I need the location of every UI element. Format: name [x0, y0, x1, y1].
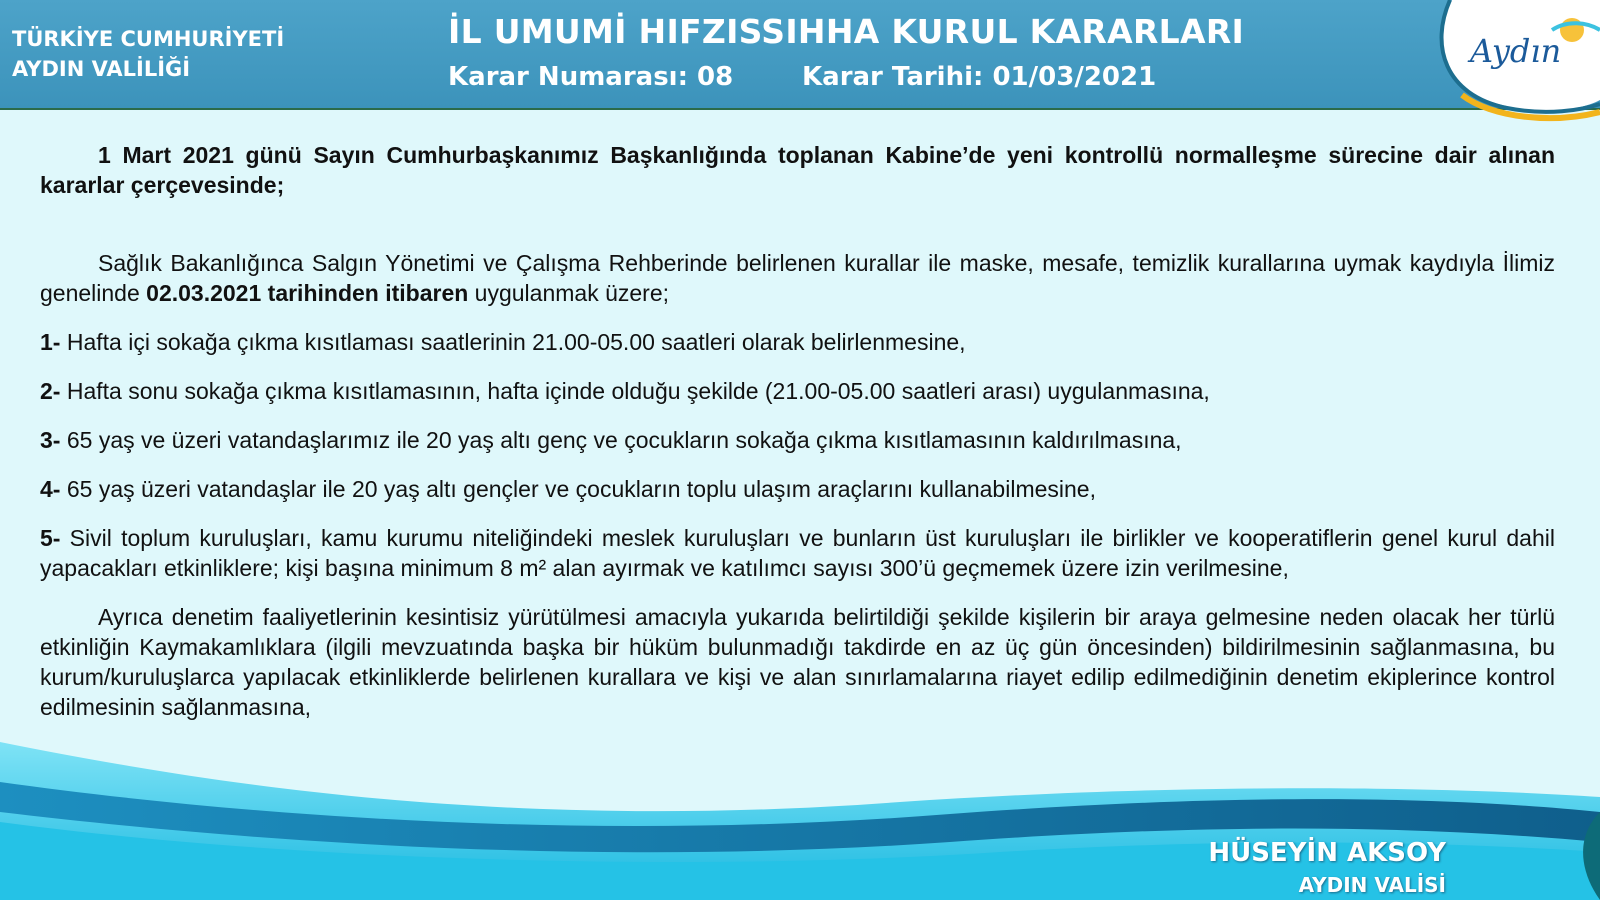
decision-number: Karar Numarası: 08: [448, 62, 734, 92]
item-text: Hafta sonu sokağa çıkma kısıtlamasının, hafta içinde olduğu şekilde (21.00-05.00 saatleri arası) uygulanmasına,: [60, 378, 1210, 404]
org-line-1: TÜRKİYE CUMHURİYETİ: [12, 27, 285, 51]
page-title: İL UMUMİ HIFZISSIHHA KURUL KARARLARI: [448, 12, 1245, 51]
list-item: [40, 425, 1555, 455]
aydin-logo: [1422, 0, 1600, 128]
item-number: 3-: [40, 427, 61, 453]
organization-name: [12, 24, 284, 84]
effective-date: 02.03.2021 tarihinden itibaren: [146, 280, 469, 306]
signatory-name: HÜSEYİN AKSOY: [1208, 838, 1446, 868]
closing-paragraph: Ayrıca denetim faaliyetlerinin kesintisiz yürütülmesi amacıyla yukarıda belirtildiği şekilde kişilerin bir araya gelmesine neden olacak her türlü etkinliğin Kaymakamlıklara (ilgili mevzuatında başka bir hüküm bulunmadığı takdirde en az üç gün öncesinden) bildirilmesinin sağlanmasına, bu kurum/kuruluşlarca yapılacak etkinliklerde belirlenen kurallara ve kişi ve alan sınırlamalarına riayet edilip edilmediğinin denetim ekiplerince kontrol edilmesinin sağlanmasına,: [40, 604, 1555, 720]
item-text: Hafta içi sokağa çıkma kısıtlaması saatlerinin 21.00-05.00 saatleri olarak belirlenmesine,: [60, 329, 966, 355]
logo-text: Aydın: [1470, 32, 1562, 70]
decision-date: Karar Tarihi: 01/03/2021: [802, 62, 1157, 92]
list-item: [40, 376, 1555, 406]
item-number: 1-: [40, 329, 61, 355]
decision-body: [40, 140, 1555, 741]
header-banner: [0, 0, 1600, 110]
paragraph-rules: [40, 248, 1555, 308]
item-text: Sivil toplum kuruluşları, kamu kurumu niteliğindeki meslek kuruluşları ve bunların üst kuruluşları ile birlikler ve kooperatiflerin genel kurul dahil yapacakları etkinliklere; kişi başına minimum 8 m² alan ayırmak ve katılımcı sayısı 300’ü geçmemek üzere izin verilmesine,: [40, 525, 1555, 581]
list-item: [40, 327, 1555, 357]
list-item: [40, 523, 1555, 583]
signatory-role: AYDIN VALİSİ: [1298, 873, 1446, 897]
rules-text-end: uygulanmak üzere;: [468, 280, 670, 306]
item-number: 4-: [40, 476, 61, 502]
item-text: 65 yaş ve üzeri vatandaşlarımız ile 20 yaş altı genç ve çocukların sokağa çıkma kısıtlamasının kaldırılmasına,: [60, 427, 1182, 453]
item-text: 65 yaş üzeri vatandaşlar ile 20 yaş altı gençler ve çocukların toplu ulaşım araçlarını kullanabilmesine,: [60, 476, 1096, 502]
list-item: [40, 474, 1555, 504]
intro-paragraph: 1 Mart 2021 günü Sayın Cumhurbaşkanımız Başkanlığında toplanan Kabine’de yeni kontrollü normalleşme sürecine dair alınan kararlar çerçevesinde;: [40, 142, 1555, 198]
org-line-2: AYDIN VALİLİĞİ: [12, 57, 191, 81]
item-number: 2-: [40, 378, 61, 404]
rules-text: Sağlık Bakanlığınca Salgın Yönetimi ve Çalışma Rehberinde belirlenen kurallar ile maske, mesafe, temizlik kurallarına uymak kaydıyla İlimiz genelinde: [40, 250, 1555, 306]
item-number: 5-: [40, 525, 61, 551]
